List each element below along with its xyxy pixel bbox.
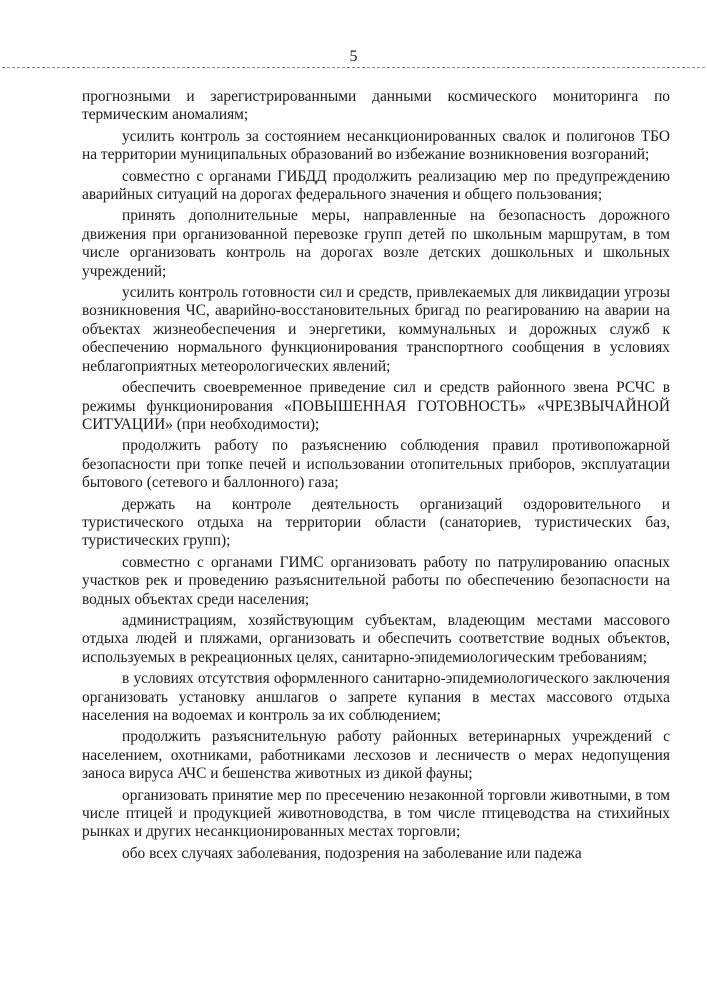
paragraph: усилить контроль за состоянием несанкционированных свалок и полигонов ТБО на территории муниципальных образований во избежание возникновения возгораний; [82,127,670,164]
paragraph: усилить контроль готовности сил и средств, привлекаемых для ликвидации угрозы возникновения ЧС, аварийно-восстановительных бригад по реагированию на аварии на объектах жизнеобеспечения и энергетики, коммунальных и дорожных служб к обеспечению нормального функционирования транспортного сообщения в условиях неблагоприятных метеорологических явлений; [82,284,670,375]
document-body [82,88,670,866]
paragraph: продолжить работу по разъяснению соблюдения правил противопожарной безопасности при топке печей и использовании отопительных приборов, эксплуатации бытового (сетевого и баллонного) газа; [82,437,670,492]
paragraph: организовать принятие мер по пресечению незаконной торговли животными, в том числе птицей и продукцией животноводства, в том числе птицеводства на стихийных рынках и других несанкционированных местах торговли; [82,786,670,841]
paragraph: продолжить разъяснительную работу районных ветеринарных учреждений с населением, охотниками, работниками лесхозов и лесничеств о мерах недопущения заноса вируса АЧС и бешенства животных из дикой фауны; [82,728,670,783]
page-number: 5 [349,48,358,65]
paragraph: администрациям, хозяйствующим субъектам, владеющим местами массового отдыха людей и пляжами, организовать и обеспечить соответствие водных объектов, используемых в рекреационных целях, санитарно-эпидемиологическим требованиям; [82,611,670,666]
paragraph: совместно с органами ГИБДД продолжить реализацию мер по предупреждению аварийных ситуаций на дорогах федерального значения и общего пользования; [82,167,670,204]
header-rule [2,67,705,68]
paragraph: держать на контроле деятельность организаций оздоровительного и туристического отдыха на территории области (санаториев, туристических баз, туристических групп); [82,495,670,550]
paragraph: обеспечить своевременное приведение сил и средств районного звена РСЧС в режимы функционирования «ПОВЫШЕННАЯ ГОТОВНОСТЬ» «ЧРЕЗВЫЧАЙНОЙ СИТУАЦИИ» (при необходимости); [82,379,670,433]
paragraph: в условиях отсутствия оформленного санитарно-эпидемиологического заключения организовать установку аншлагов о запрете купания в местах массового отдыха населения на водоемах и контроль за их соблюдением; [82,670,670,724]
paragraph: совместно с органами ГИМС организовать работу по патрулированию опасных участков рек и проведению разъяснительной работы по обеспечению безопасности на водных объектах среди населения; [82,553,670,608]
paragraph: прогнозными и зарегистрированными данными космического мониторинга по термическим аномалиям; [82,88,670,124]
paragraph: обо всех случаях заболевания, подозрения на заболевание или падежа [122,844,582,862]
paragraph: принять дополнительные меры, направленные на безопасность дорожного движения при организованной перевозке групп детей по школьным маршрутам, в том числе организовать контроль на дорогах возле детских дошкольных и школьных учреждений; [82,207,670,280]
